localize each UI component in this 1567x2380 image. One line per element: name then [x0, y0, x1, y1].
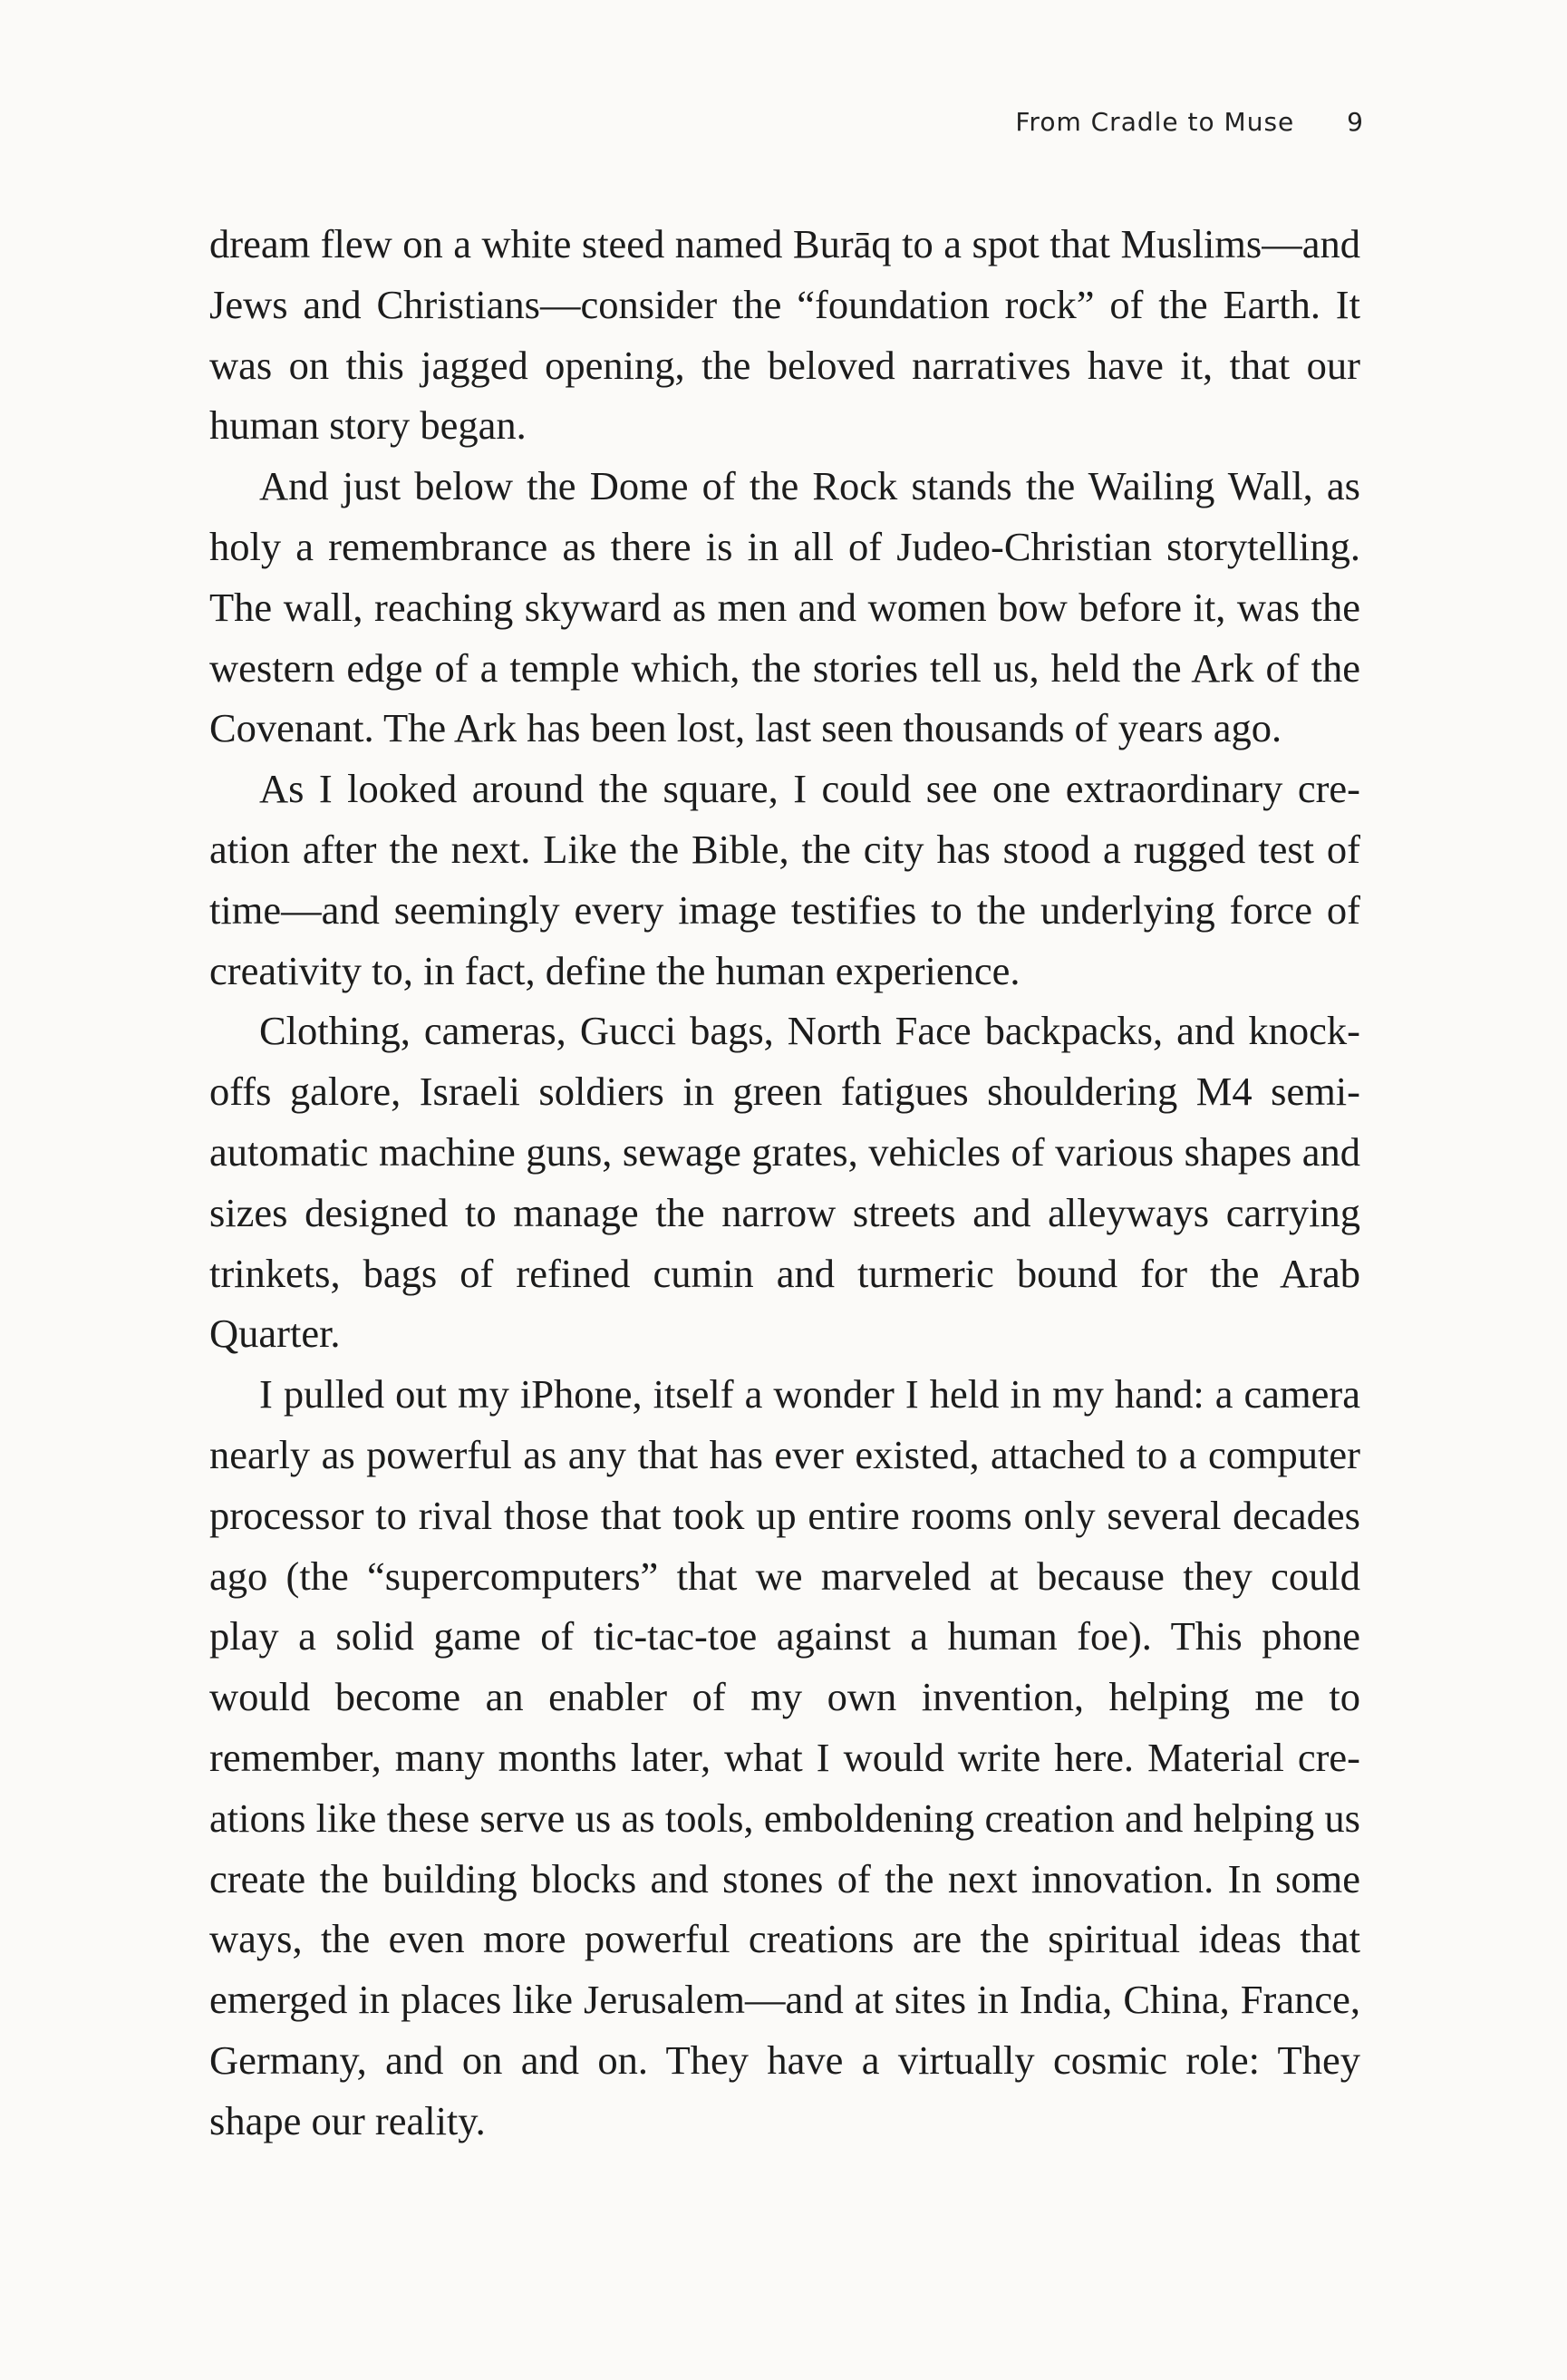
running-head-title: From Cradle to Muse — [1015, 107, 1295, 137]
paragraph-market-goods: Clothing, cameras, Gucci bags, North Face backpacks, and knockoffs galore, Israeli soldiers in green fatigues shouldering M4 semiautomatic machine guns, sewage grates, vehicles of various shapes and sizes designed to manage the narrow streets and alleyways carrying trinkets, bags of refined cumin and turmeric bound for the Arab Quarter. — [209, 1008, 1360, 1357]
body-text — [209, 214, 1360, 2152]
paragraph-wailing-wall: And just below the Dome of the Rock stands the Wailing Wall, as holy a remembrance as there is in all of Judeo-Christian storytelling. The wall, reaching skyward as men and women bow before it, was the western edge of a temple which, the stories tell us, held the Ark of the Covenant. The Ark has been lost, last seen thousands of years ago. — [209, 463, 1360, 751]
running-head — [1015, 107, 1364, 137]
page-number: 9 — [1347, 107, 1364, 137]
paragraph-continuation: dream flew on a white steed named Burāq to a spot that Muslims—and Jews and Christians—consider the “foundation rock” of the Earth. It was on this jagged opening, the beloved narratives have it, that our human story began. — [209, 221, 1360, 449]
paragraph-square: As I looked around the square, I could see one extraordinary creation after the next. Like the Bible, the city has stood a rugged test of time—and seemingly every image testifies to the underlying force of creativity to, in fact, define the human experience. — [209, 766, 1360, 993]
paragraph-iphone: I pulled out my iPhone, itself a wonder I held in my hand: a camera nearly as powerful as any that has ever existed, attached to a computer processor to rival those that took up entire rooms only several decades ago (the “supercomputers” that we marveled at because they could play a solid game of tic-tac-toe against a human foe). This phone would become an enabler of my own invention, helping me to remember, many months later, what I would write here. Material creations like these serve us as tools, emboldening creation and helping us create the building blocks and stones of the next innovation. In some ways, the even more powerful creations are the spiritual ideas that emerged in places like Jerusalem—and at sites in India, China, France, Germany, and on and on. They have a virtually cosmic role: They shape our reality. — [209, 1371, 1360, 2143]
